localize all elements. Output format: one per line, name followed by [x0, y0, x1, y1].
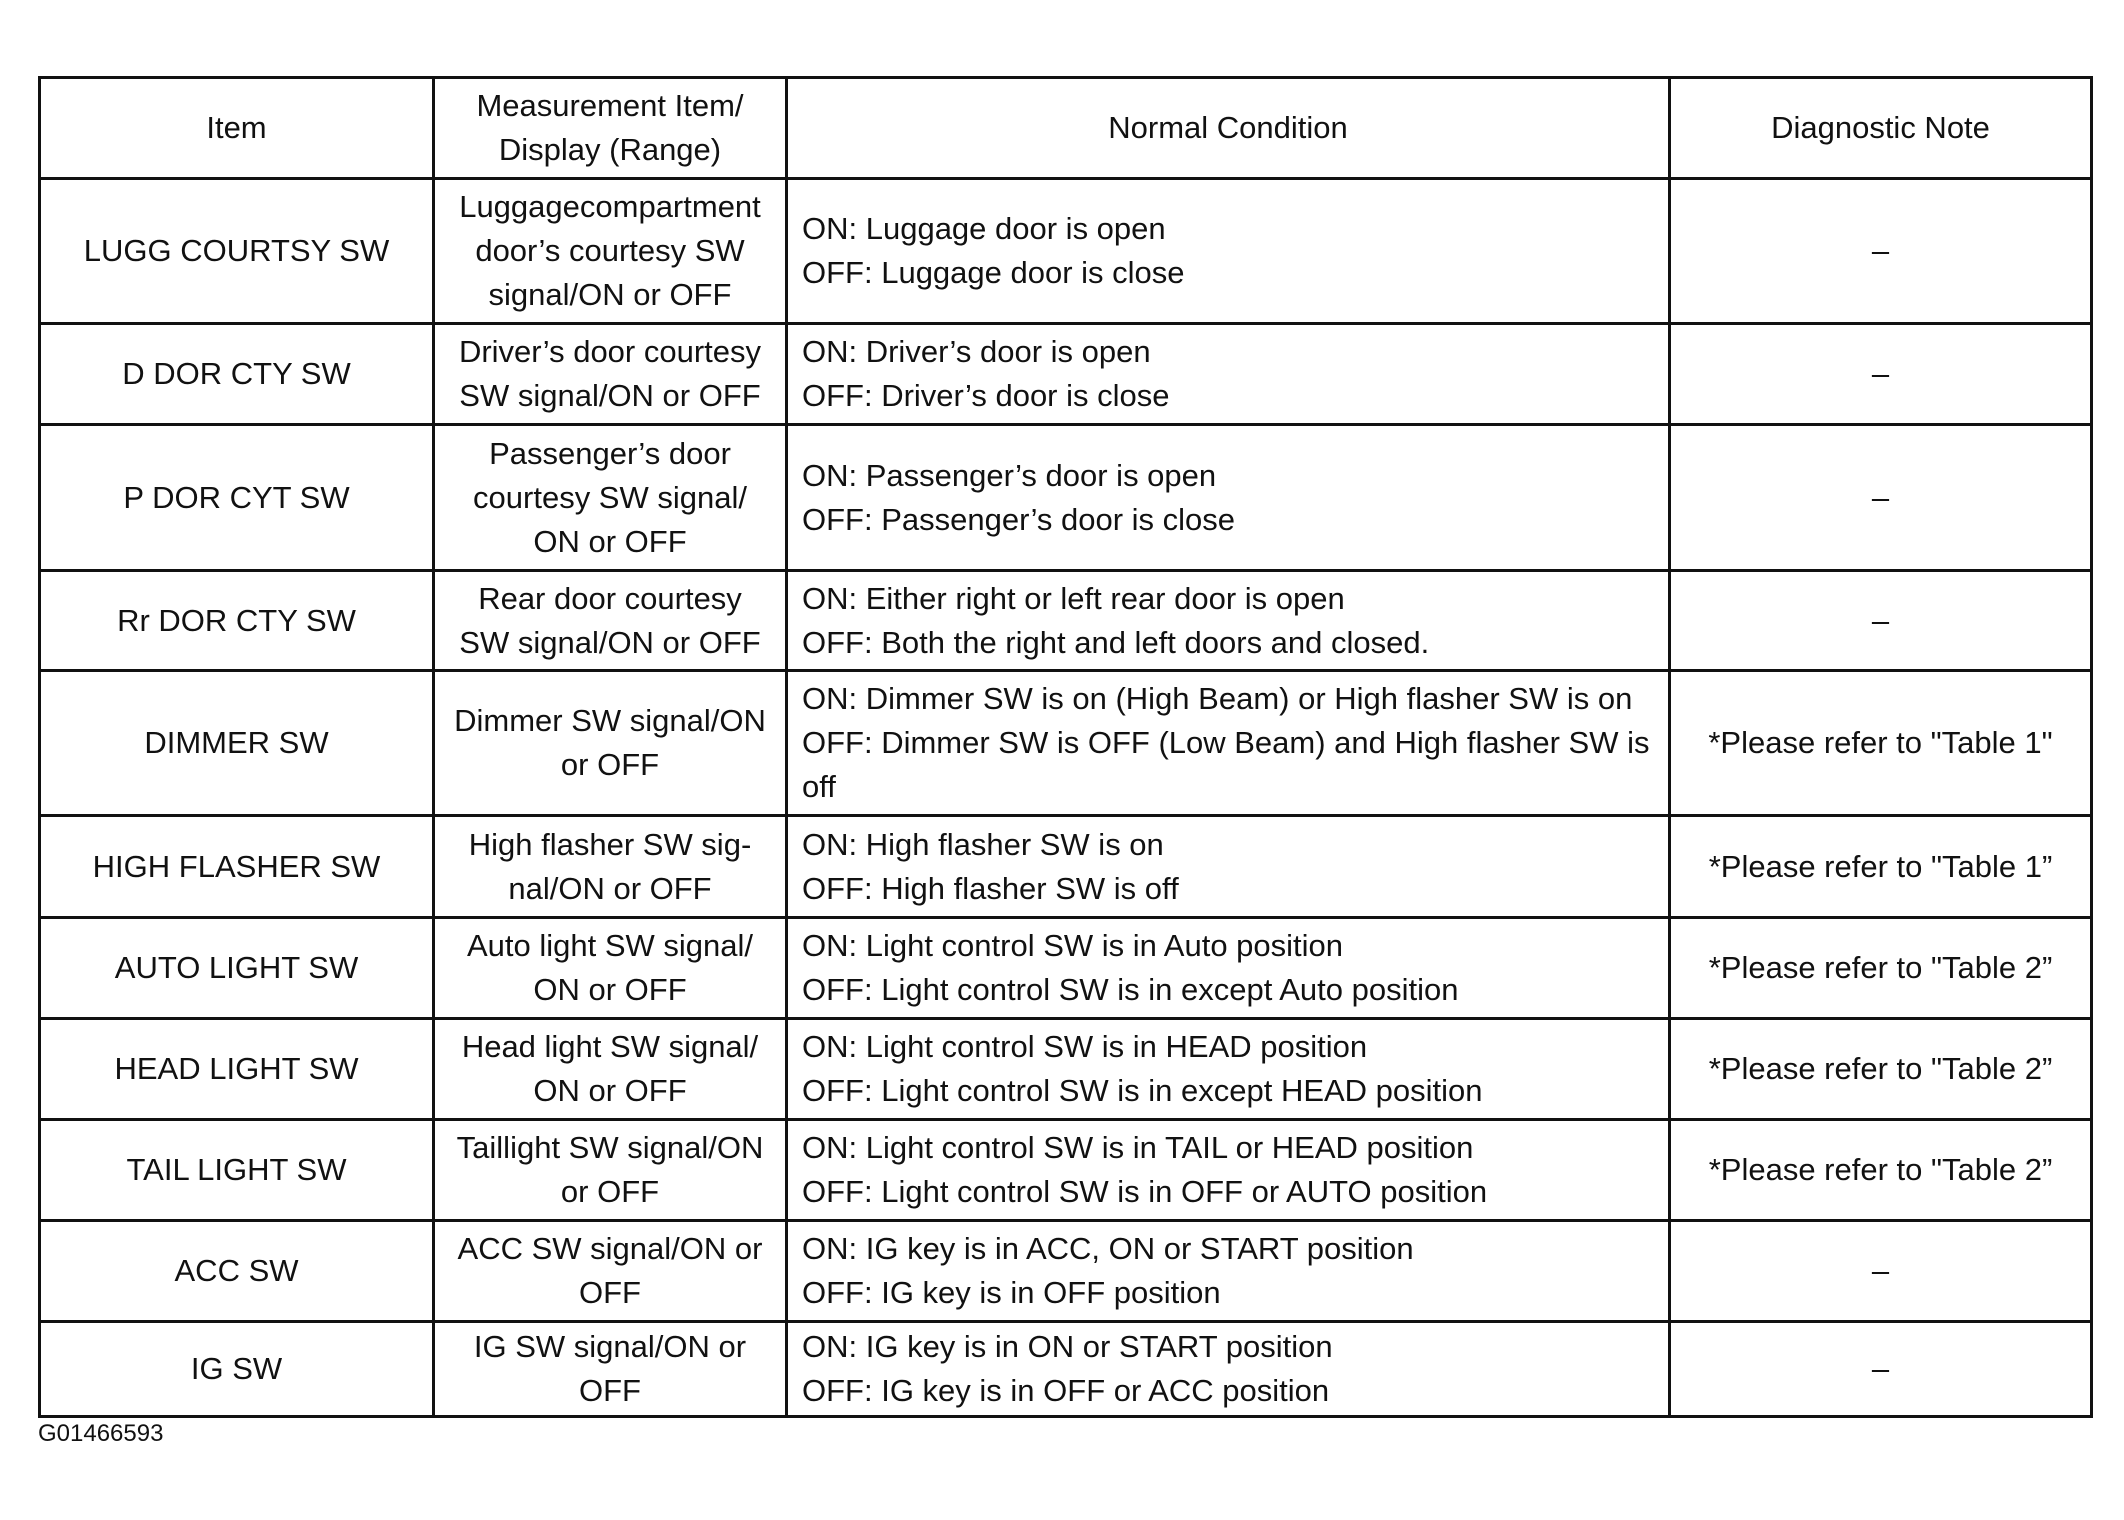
measurement-line: Driver’s door courtesy	[458, 334, 762, 369]
condition-line: OFF: Both the right and left doors and closed.	[802, 624, 1430, 660]
condition-line: OFF: Light control SW is in OFF or AUTO position	[802, 1174, 1488, 1209]
header-measurement	[434, 78, 787, 179]
measurement-line: High flasher SW sig-	[468, 826, 752, 862]
header-condition: Normal Condition	[787, 78, 1670, 179]
table-row	[40, 571, 2092, 671]
measurement-line: signal/ON or OFF	[488, 277, 732, 312]
table-header-row	[40, 78, 2092, 179]
cell-note: *Please refer to "Table 1"	[1670, 671, 2092, 816]
condition-line: OFF: Luggage door is close	[802, 255, 1185, 290]
cell-item: DIMMER SW	[40, 671, 434, 816]
measurement-line: OFF	[579, 1275, 641, 1310]
cell-measurement	[434, 671, 787, 816]
condition-line: OFF: Light control SW is in except HEAD position	[802, 1073, 1483, 1108]
condition-line: ON: Light control SW is in TAIL or HEAD position	[802, 1130, 1474, 1165]
cell-measurement	[434, 1221, 787, 1322]
cell-condition	[787, 1120, 1670, 1221]
cell-item: HIGH FLASHER SW	[40, 816, 434, 918]
table-row	[40, 425, 2092, 571]
cell-measurement	[434, 1019, 787, 1120]
cell-condition	[787, 1221, 1670, 1322]
condition-line: OFF: IG key is in OFF or ACC position	[802, 1373, 1330, 1408]
table-row	[40, 1019, 2092, 1120]
cell-note: *Please refer to "Table 2”	[1670, 1019, 2092, 1120]
cell-item: P DOR CYT SW	[40, 425, 434, 571]
table-row	[40, 671, 2092, 816]
cell-condition	[787, 671, 1670, 816]
condition-line: ON: IG key is in ACC, ON or START position	[802, 1231, 1414, 1266]
header-note: Diagnostic Note	[1670, 78, 2092, 179]
cell-measurement	[434, 1120, 787, 1221]
measurement-line: ON or OFF	[533, 972, 687, 1007]
measurement-line: or OFF	[560, 1174, 660, 1209]
cell-item: IG SW	[40, 1322, 434, 1417]
table-row	[40, 816, 2092, 918]
measurement-line: SW signal/ON or OFF	[459, 624, 761, 660]
condition-line: ON: Luggage door is open	[802, 211, 1166, 246]
cell-note: –	[1670, 571, 2092, 671]
cell-measurement	[434, 324, 787, 425]
measurement-line: or OFF	[560, 747, 660, 782]
cell-note: *Please refer to "Table 2”	[1670, 918, 2092, 1019]
condition-line: OFF: High flasher SW is off	[802, 870, 1179, 906]
cell-note: –	[1670, 1322, 2092, 1417]
measurement-line: Taillight SW signal/ON	[456, 1130, 764, 1165]
condition-line: ON: Dimmer SW is on (High Beam) or High flasher SW is on	[802, 681, 1633, 716]
condition-line: OFF: Passenger’s door is close	[802, 501, 1236, 537]
header-measurement-line: Measurement Item/	[476, 88, 744, 123]
cell-item: AUTO LIGHT SW	[40, 918, 434, 1019]
cell-note: –	[1670, 179, 2092, 324]
table-body	[40, 179, 2092, 1417]
measurement-line: nal/ON or OFF	[508, 870, 712, 906]
cell-note: *Please refer to "Table 2”	[1670, 1120, 2092, 1221]
condition-line: ON: IG key is in ON or START position	[802, 1329, 1333, 1364]
measurement-line: SW signal/ON or OFF	[459, 378, 761, 413]
cell-condition	[787, 425, 1670, 571]
cell-measurement	[434, 571, 787, 671]
cell-condition	[787, 324, 1670, 425]
cell-condition	[787, 1322, 1670, 1417]
table-row	[40, 1221, 2092, 1322]
header-item: Item	[40, 78, 434, 179]
measurement-line: Auto light SW signal/	[466, 928, 754, 963]
cell-item: HEAD LIGHT SW	[40, 1019, 434, 1120]
condition-line: OFF: Driver’s door is close	[802, 378, 1170, 413]
cell-item: ACC SW	[40, 1221, 434, 1322]
condition-line: ON: Passenger’s door is open	[802, 457, 1217, 493]
cell-measurement	[434, 918, 787, 1019]
cell-condition	[787, 571, 1670, 671]
measurement-line: IG SW signal/ON or	[473, 1329, 747, 1364]
measurement-line: ACC SW signal/ON or	[457, 1231, 763, 1266]
cell-note: –	[1670, 1221, 2092, 1322]
measurement-line: Luggagecompartment	[459, 189, 761, 224]
table-row	[40, 1120, 2092, 1221]
cell-item: D DOR CTY SW	[40, 324, 434, 425]
condition-line: ON: Either right or left rear door is open	[802, 580, 1345, 616]
header-measurement-line: Display (Range)	[498, 132, 722, 167]
table-row	[40, 179, 2092, 324]
cell-note: *Please refer to "Table 1”	[1670, 816, 2092, 918]
cell-condition	[787, 1019, 1670, 1120]
measurement-line: door’s courtesy SW	[475, 233, 745, 268]
cell-item: TAIL LIGHT SW	[40, 1120, 434, 1221]
diagnostic-data-table	[38, 76, 2093, 1418]
cell-note: –	[1670, 425, 2092, 571]
measurement-line: ON or OFF	[533, 1073, 687, 1108]
cell-condition	[787, 918, 1670, 1019]
table-row	[40, 1322, 2092, 1417]
condition-line: ON: Driver’s door is open	[802, 334, 1151, 369]
condition-line: ON: Light control SW is in Auto position	[802, 928, 1344, 963]
cell-measurement	[434, 816, 787, 918]
measurement-line: Passenger’s door	[489, 435, 731, 471]
measurement-line: OFF	[579, 1373, 641, 1408]
measurement-line: courtesy SW signal/	[473, 479, 747, 515]
measurement-line: ON or OFF	[533, 523, 687, 559]
cell-item: Rr DOR CTY SW	[40, 571, 434, 671]
table-row	[40, 324, 2092, 425]
table-row	[40, 918, 2092, 1019]
figure-id: G01466593	[38, 1420, 164, 1447]
cell-note: –	[1670, 324, 2092, 425]
condition-line: OFF: IG key is in OFF position	[802, 1275, 1221, 1310]
cell-measurement	[434, 1322, 787, 1417]
cell-condition	[787, 179, 1670, 324]
measurement-line: Rear door courtesy	[478, 580, 742, 616]
condition-line: ON: High flasher SW is on	[802, 826, 1164, 862]
cell-measurement	[434, 425, 787, 571]
cell-condition	[787, 816, 1670, 918]
cell-item: LUGG COURTSY SW	[40, 179, 434, 324]
condition-line: OFF: Dimmer SW is OFF (Low Beam) and High flasher SW is off	[802, 725, 1650, 804]
measurement-line: Dimmer SW signal/ON	[454, 703, 766, 738]
condition-line: ON: Light control SW is in HEAD position	[802, 1029, 1368, 1064]
measurement-line: Head light SW signal/	[461, 1029, 759, 1064]
cell-measurement	[434, 179, 787, 324]
condition-line: OFF: Light control SW is in except Auto position	[802, 972, 1459, 1007]
